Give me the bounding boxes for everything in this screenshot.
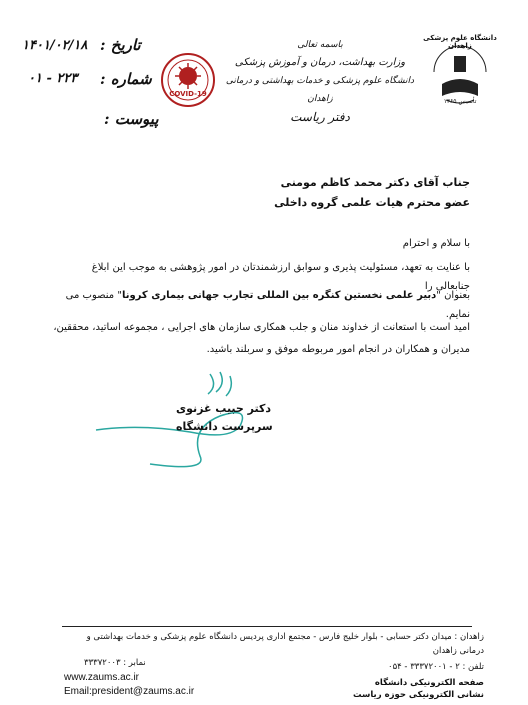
body-paragraph-3: امید است با استعانت از خداوند منان و جلب همکاری سازمان های اجرایی ، مجموعه اساتید، محققین، <box>53 322 470 333</box>
university-logo <box>424 34 496 114</box>
logo-title: دانشگاه علوم پزشکی زاهدان <box>423 34 497 50</box>
number-label: شماره : <box>100 70 152 88</box>
signatory-title: سرپرست دانشگاه <box>176 420 273 433</box>
footer-address: زاهدان : میدان دکتر حسابی - بلوار خلیج فارس - مجتمع اداری پردیس دانشگاه علوم پزشکی و خدمات بهداشتی و درمانی زاهدان <box>86 632 484 656</box>
ministry-name: وزارت بهداشت، درمان و آموزش پزشکی <box>234 57 406 68</box>
letterhead <box>220 36 420 126</box>
logo-year: تأسیس ۱۳۶۵ <box>443 98 477 105</box>
university-name: دانشگاه علوم پزشکی و خدمات بهداشتی و درمانی زاهدان <box>225 76 415 104</box>
office-name: دفتر ریاست <box>290 110 350 124</box>
footer-website[interactable]: www.zaums.ac.ir <box>64 672 140 683</box>
footer-email-label: نشانی الکترونیکی حوزه ریاست <box>353 690 484 700</box>
footer-epage-label: صفحه الکترونیکی دانشگاه <box>374 678 484 688</box>
appointment-prefix: بعنوان " <box>436 290 470 301</box>
footer-divider <box>62 626 472 627</box>
body-paragraph-4: مدیران و همکاران در انجام امور مربوطه موفق و سربلند باشید. <box>206 344 470 355</box>
appointment-suffix: " منصوب می نمایم. <box>65 290 470 320</box>
bismillah: باسمه تعالی <box>297 40 343 50</box>
greeting: با سلام و احترام <box>402 238 470 249</box>
footer-phone: تلفن : ۲ - ۳۳۳۷۲۰۰۱ - ۰۵۴ <box>388 662 484 672</box>
covid-badge-label: COVID-19 <box>169 90 207 98</box>
recipient-name: جناب آقای دکتر محمد کاظم مومنی <box>280 176 470 189</box>
signatory-name: دکتر حبیب غزنوی <box>176 402 272 415</box>
footer-email[interactable]: Email:president@zaums.ac.ir <box>64 686 195 697</box>
covid-badge <box>160 52 216 108</box>
number-value: ۰۱ - ۲۲۳ <box>28 71 78 86</box>
recipient-title: عضو محترم هیات علمی گروه داخلی <box>274 196 470 209</box>
attachment-label: پیوست : <box>104 110 159 128</box>
appointment-title: دبیر علمی نخستین کنگره بین المللی تجارب جهانی بیماری کرونا <box>121 290 437 301</box>
date-value: ۱۴۰۱/۰۲/۱۸ <box>22 38 88 53</box>
footer-fax: نمابر : ۳۳۳۷۲۰۰۳ <box>84 658 146 668</box>
date-label: تاریخ : <box>100 36 141 54</box>
body-paragraph-1: با عنایت به تعهد، مسئولیت پذیری و سوابق ارزشمندتان در امور پژوهشی به موجب این ابلاغ جنابعالی را <box>91 262 470 292</box>
